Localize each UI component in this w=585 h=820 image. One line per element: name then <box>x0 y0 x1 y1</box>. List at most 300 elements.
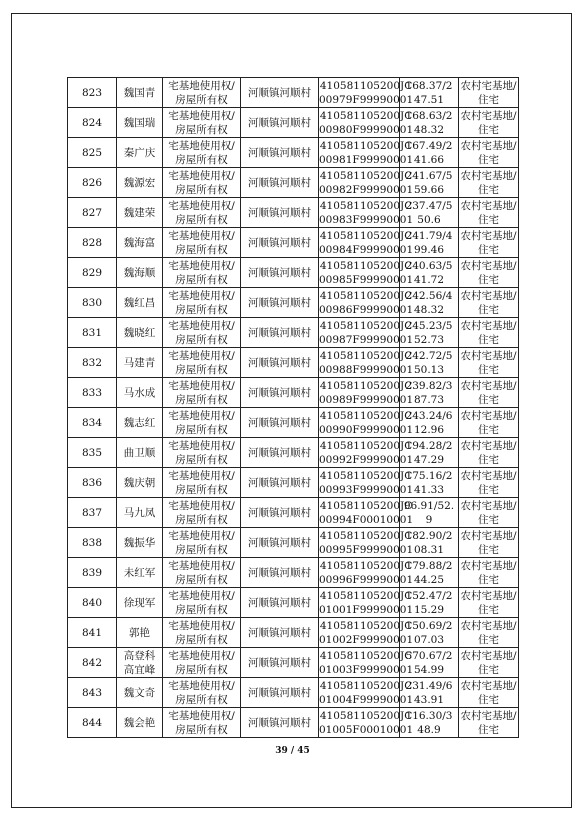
cell-owner-name <box>117 648 163 678</box>
cell-land-use <box>459 408 519 438</box>
cell-unit-code <box>319 348 414 378</box>
owner-name-text: 魏志红 <box>123 416 156 429</box>
cell-land-use <box>459 558 519 588</box>
cell-right-type <box>163 708 241 738</box>
right-type-text: 宅基地使用权/ 房屋所有权 <box>168 499 235 526</box>
owner-name-text: 魏庆朝 <box>123 476 156 489</box>
cell-unit-code <box>319 588 414 618</box>
owner-name-text: 魏源宏 <box>123 176 156 189</box>
owner-name-text: 马水成 <box>123 386 156 399</box>
cell-row-number <box>68 108 117 138</box>
cell-area <box>400 648 459 678</box>
unit-code-text: 410581105200JC 00993F99990001 <box>319 469 414 496</box>
cell-right-type <box>163 108 241 138</box>
location-text: 河顺镇河顺村 <box>248 626 311 639</box>
owner-name-text: 魏文奇 <box>123 686 156 699</box>
owner-name-text: 未红军 <box>123 566 156 579</box>
land-use-text: 农村宅基地/ 住宅 <box>460 139 517 166</box>
row-number-text: 825 <box>81 146 103 159</box>
cell-unit-code <box>319 318 414 348</box>
unit-code-text: 410581105200JC 00987F99990001 <box>319 319 414 346</box>
land-use-text: 农村宅基地/ 住宅 <box>460 349 517 376</box>
table-row <box>68 378 519 408</box>
row-number-text: 843 <box>81 686 103 699</box>
area-text: 96.91/52. 9 <box>403 499 455 526</box>
cell-right-type <box>163 468 241 498</box>
cell-location <box>241 498 319 528</box>
cell-owner-name <box>117 588 163 618</box>
right-type-text: 宅基地使用权/ 房屋所有权 <box>168 709 235 736</box>
area-text: 241.67/5 59.66 <box>405 169 453 196</box>
right-type-text: 宅基地使用权/ 房屋所有权 <box>168 169 235 196</box>
cell-land-use <box>459 678 519 708</box>
cell-land-use <box>459 108 519 138</box>
cell-area <box>400 528 459 558</box>
location-text: 河顺镇河顺村 <box>248 716 311 729</box>
area-text: 242.56/4 48.32 <box>405 289 453 316</box>
cell-right-type <box>163 318 241 348</box>
cell-row-number <box>68 648 117 678</box>
area-text: 150.69/2 07.03 <box>405 619 453 646</box>
cell-right-type <box>163 588 241 618</box>
owner-name-text: 魏海富 <box>123 236 156 249</box>
table-row <box>68 108 519 138</box>
cell-location <box>241 408 319 438</box>
location-text: 河顺镇河顺村 <box>248 296 311 309</box>
row-number-text: 837 <box>81 506 103 519</box>
cell-owner-name <box>117 288 163 318</box>
right-type-text: 宅基地使用权/ 房屋所有权 <box>168 439 235 466</box>
land-use-text: 农村宅基地/ 住宅 <box>460 529 517 556</box>
land-use-text: 农村宅基地/ 住宅 <box>460 679 517 706</box>
area-text: 179.88/2 44.25 <box>405 559 453 586</box>
cell-location <box>241 618 319 648</box>
cell-right-type <box>163 138 241 168</box>
unit-code-text: 410581105200JC 01003F99990001 <box>319 649 414 676</box>
table-row <box>68 468 519 498</box>
unit-code-text: 410581105200JC 00984F99990001 <box>319 229 414 256</box>
cell-row-number <box>68 708 117 738</box>
cell-location <box>241 318 319 348</box>
row-number-text: 828 <box>81 236 103 249</box>
location-text: 河顺镇河顺村 <box>248 206 311 219</box>
unit-code-text: 410581105200JC 00980F99990001 <box>319 109 414 136</box>
land-use-text: 农村宅基地/ 住宅 <box>460 409 517 436</box>
row-number-text: 834 <box>81 416 103 429</box>
row-number-text: 840 <box>81 596 103 609</box>
right-type-text: 宅基地使用权/ 房屋所有权 <box>168 139 235 166</box>
table-row <box>68 528 519 558</box>
cell-location <box>241 438 319 468</box>
location-text: 河顺镇河顺村 <box>248 116 311 129</box>
owner-name-text: 魏国瑞 <box>123 116 156 129</box>
cell-row-number <box>68 258 117 288</box>
cell-row-number <box>68 318 117 348</box>
cell-row-number <box>68 588 117 618</box>
cell-location <box>241 708 319 738</box>
land-registry-table <box>67 77 519 738</box>
cell-location <box>241 288 319 318</box>
area-text: 240.63/5 41.72 <box>405 259 453 286</box>
table-row <box>68 408 519 438</box>
row-number-text: 823 <box>81 86 103 99</box>
cell-land-use <box>459 348 519 378</box>
cell-location <box>241 108 319 138</box>
area-text: 182.90/2 08.31 <box>405 529 453 556</box>
cell-unit-code <box>319 618 414 648</box>
cell-land-use <box>459 588 519 618</box>
cell-owner-name <box>117 228 163 258</box>
table-body <box>68 78 519 738</box>
table-row <box>68 318 519 348</box>
cell-area <box>400 708 459 738</box>
cell-owner-name <box>117 168 163 198</box>
cell-owner-name <box>117 468 163 498</box>
table-row <box>68 348 519 378</box>
owner-name-text: 曲卫顺 <box>123 446 156 459</box>
cell-row-number <box>68 378 117 408</box>
cell-area <box>400 678 459 708</box>
cell-area <box>400 588 459 618</box>
row-number-text: 830 <box>81 296 103 309</box>
row-number-text: 839 <box>81 566 103 579</box>
cell-row-number <box>68 618 117 648</box>
cell-right-type <box>163 288 241 318</box>
table-row <box>68 498 519 528</box>
cell-unit-code <box>319 648 414 678</box>
right-type-text: 宅基地使用权/ 房屋所有权 <box>168 409 235 436</box>
unit-code-text: 410581105200JC 00985F99990001 <box>319 259 414 286</box>
area-text: 237.47/5 50.6 <box>405 199 453 226</box>
row-number-text: 835 <box>81 446 103 459</box>
table-row <box>68 288 519 318</box>
cell-row-number <box>68 468 117 498</box>
location-text: 河顺镇河顺村 <box>248 446 311 459</box>
cell-land-use <box>459 618 519 648</box>
cell-right-type <box>163 228 241 258</box>
unit-code-text: 410581105200JC 01005F00010001 <box>319 709 414 736</box>
cell-owner-name <box>117 498 163 528</box>
table-row <box>68 258 519 288</box>
cell-row-number <box>68 348 117 378</box>
cell-land-use <box>459 228 519 258</box>
land-use-text: 农村宅基地/ 住宅 <box>460 499 517 526</box>
cell-location <box>241 228 319 258</box>
cell-right-type <box>163 618 241 648</box>
location-text: 河顺镇河顺村 <box>248 236 311 249</box>
row-number-text: 842 <box>81 656 103 669</box>
cell-owner-name <box>117 258 163 288</box>
land-use-text: 农村宅基地/ 住宅 <box>460 109 517 136</box>
location-text: 河顺镇河顺村 <box>248 566 311 579</box>
cell-unit-code <box>319 498 414 528</box>
cell-right-type <box>163 498 241 528</box>
row-number-text: 831 <box>81 326 103 339</box>
location-text: 河顺镇河顺村 <box>248 656 311 669</box>
cell-unit-code <box>319 708 414 738</box>
cell-unit-code <box>319 228 414 258</box>
right-type-text: 宅基地使用权/ 房屋所有权 <box>168 379 235 406</box>
unit-code-text: 410581105200JC 00994F00010001 <box>319 499 414 526</box>
right-type-text: 宅基地使用权/ 房屋所有权 <box>168 589 235 616</box>
right-type-text: 宅基地使用权/ 房屋所有权 <box>168 679 235 706</box>
row-number-text: 833 <box>81 386 103 399</box>
cell-row-number <box>68 168 117 198</box>
cell-owner-name <box>117 348 163 378</box>
cell-area <box>400 378 459 408</box>
owner-name-text: 魏建荣 <box>123 206 156 219</box>
table-row <box>68 168 519 198</box>
cell-location <box>241 258 319 288</box>
right-type-text: 宅基地使用权/ 房屋所有权 <box>168 259 235 286</box>
cell-owner-name <box>117 558 163 588</box>
table-row <box>68 198 519 228</box>
cell-land-use <box>459 258 519 288</box>
cell-row-number <box>68 228 117 258</box>
row-number-text: 832 <box>81 356 103 369</box>
cell-land-use <box>459 78 519 108</box>
area-text: 168.37/2 47.51 <box>405 79 453 106</box>
land-use-text: 农村宅基地/ 住宅 <box>460 169 517 196</box>
cell-owner-name <box>117 318 163 348</box>
cell-row-number <box>68 498 117 528</box>
location-text: 河顺镇河顺村 <box>248 266 311 279</box>
table-row <box>68 558 519 588</box>
owner-name-text: 魏国青 <box>123 86 156 99</box>
cell-unit-code <box>319 528 414 558</box>
cell-right-type <box>163 678 241 708</box>
cell-area <box>400 198 459 228</box>
land-use-text: 农村宅基地/ 住宅 <box>460 319 517 346</box>
unit-code-text: 410581105200JC 00979F99990001 <box>319 79 414 106</box>
cell-unit-code <box>319 408 414 438</box>
location-text: 河顺镇河顺村 <box>248 596 311 609</box>
cell-unit-code <box>319 288 414 318</box>
cell-right-type <box>163 528 241 558</box>
table-row <box>68 678 519 708</box>
location-text: 河顺镇河顺村 <box>248 146 311 159</box>
location-text: 河顺镇河顺村 <box>248 326 311 339</box>
area-text: 570.67/2 54.99 <box>405 649 453 676</box>
location-text: 河顺镇河顺村 <box>248 356 311 369</box>
cell-land-use <box>459 498 519 528</box>
cell-right-type <box>163 378 241 408</box>
cell-location <box>241 198 319 228</box>
cell-unit-code <box>319 678 414 708</box>
cell-land-use <box>459 198 519 228</box>
cell-right-type <box>163 168 241 198</box>
table-row <box>68 228 519 258</box>
cell-area <box>400 348 459 378</box>
land-use-text: 农村宅基地/ 住宅 <box>460 589 517 616</box>
cell-location <box>241 168 319 198</box>
table-row <box>68 648 519 678</box>
cell-row-number <box>68 558 117 588</box>
cell-location <box>241 588 319 618</box>
location-text: 河顺镇河顺村 <box>248 176 311 189</box>
unit-code-text: 410581105200JC 00995F99990001 <box>319 529 414 556</box>
location-text: 河顺镇河顺村 <box>248 476 311 489</box>
cell-row-number <box>68 198 117 228</box>
unit-code-text: 410581105200JC 00990F99990001 <box>319 409 414 436</box>
right-type-text: 宅基地使用权/ 房屋所有权 <box>168 319 235 346</box>
cell-location <box>241 648 319 678</box>
land-use-text: 农村宅基地/ 住宅 <box>460 559 517 586</box>
cell-unit-code <box>319 168 414 198</box>
cell-unit-code <box>319 468 414 498</box>
cell-area <box>400 498 459 528</box>
cell-location <box>241 528 319 558</box>
right-type-text: 宅基地使用权/ 房屋所有权 <box>168 619 235 646</box>
cell-land-use <box>459 648 519 678</box>
unit-code-text: 410581105200JC 00988F99990001 <box>319 349 414 376</box>
cell-owner-name <box>117 78 163 108</box>
table-row <box>68 588 519 618</box>
row-number-text: 824 <box>81 116 103 129</box>
cell-land-use <box>459 168 519 198</box>
cell-right-type <box>163 648 241 678</box>
land-use-text: 农村宅基地/ 住宅 <box>460 469 517 496</box>
area-text: 245.23/5 52.73 <box>405 319 453 346</box>
cell-location <box>241 138 319 168</box>
row-number-text: 838 <box>81 536 103 549</box>
area-text: 242.72/5 50.13 <box>405 349 453 376</box>
land-use-text: 农村宅基地/ 住宅 <box>460 229 517 256</box>
location-text: 河顺镇河顺村 <box>248 86 311 99</box>
row-number-text: 841 <box>81 626 103 639</box>
table-row <box>68 618 519 648</box>
owner-name-text: 魏海顺 <box>123 266 156 279</box>
unit-code-text: 410581105200JC 01001F99990001 <box>319 589 414 616</box>
unit-code-text: 410581105200JC 01004F99990001 <box>319 679 414 706</box>
cell-area <box>400 558 459 588</box>
table-row <box>68 708 519 738</box>
cell-row-number <box>68 288 117 318</box>
right-type-text: 宅基地使用权/ 房屋所有权 <box>168 559 235 586</box>
cell-owner-name <box>117 378 163 408</box>
cell-area <box>400 78 459 108</box>
cell-area <box>400 618 459 648</box>
owner-name-text: 马九凤 <box>123 506 156 519</box>
owner-name-text: 魏振华 <box>123 536 156 549</box>
cell-area <box>400 438 459 468</box>
right-type-text: 宅基地使用权/ 房屋所有权 <box>168 229 235 256</box>
unit-code-text: 410581105200JC 00989F99990001 <box>319 379 414 406</box>
cell-owner-name <box>117 408 163 438</box>
unit-code-text: 410581105200JC 00986F99990001 <box>319 289 414 316</box>
row-number-text: 836 <box>81 476 103 489</box>
unit-code-text: 410581105200JC 00981F99990001 <box>319 139 414 166</box>
row-number-text: 844 <box>81 716 103 729</box>
cell-area <box>400 408 459 438</box>
row-number-text: 826 <box>81 176 103 189</box>
cell-area <box>400 258 459 288</box>
table-row <box>68 138 519 168</box>
cell-unit-code <box>319 378 414 408</box>
cell-unit-code <box>319 108 414 138</box>
cell-right-type <box>163 558 241 588</box>
right-type-text: 宅基地使用权/ 房屋所有权 <box>168 469 235 496</box>
cell-location <box>241 348 319 378</box>
cell-owner-name <box>117 198 163 228</box>
right-type-text: 宅基地使用权/ 房屋所有权 <box>168 649 235 676</box>
cell-land-use <box>459 438 519 468</box>
cell-owner-name <box>117 438 163 468</box>
land-use-text: 农村宅基地/ 住宅 <box>460 289 517 316</box>
area-text: 167.49/2 41.66 <box>405 139 453 166</box>
land-use-text: 农村宅基地/ 住宅 <box>460 649 517 676</box>
land-use-text: 农村宅基地/ 住宅 <box>460 259 517 286</box>
cell-right-type <box>163 408 241 438</box>
page-number: 39 / 45 <box>275 746 310 756</box>
cell-location <box>241 468 319 498</box>
cell-land-use <box>459 288 519 318</box>
cell-area <box>400 468 459 498</box>
row-number-text: 829 <box>81 266 103 279</box>
owner-name-text: 高登科 高宜峰 <box>123 649 156 676</box>
unit-code-text: 410581105200JC 00992F99990001 <box>319 439 414 466</box>
owner-name-text: 魏红昌 <box>123 296 156 309</box>
location-text: 河顺镇河顺村 <box>248 536 311 549</box>
cell-right-type <box>163 198 241 228</box>
cell-land-use <box>459 528 519 558</box>
land-use-text: 农村宅基地/ 住宅 <box>460 79 517 106</box>
cell-unit-code <box>319 258 414 288</box>
area-text: 243.24/6 12.96 <box>405 409 453 436</box>
cell-right-type <box>163 438 241 468</box>
cell-land-use <box>459 138 519 168</box>
cell-owner-name <box>117 138 163 168</box>
cell-owner-name <box>117 618 163 648</box>
area-text: 116.30/3 48.9 <box>405 709 453 736</box>
cell-right-type <box>163 258 241 288</box>
owner-name-text: 秦广庆 <box>123 146 156 159</box>
cell-area <box>400 318 459 348</box>
row-number-text: 827 <box>81 206 103 219</box>
cell-unit-code <box>319 78 414 108</box>
area-text: 241.79/4 99.46 <box>405 229 453 256</box>
right-type-text: 宅基地使用权/ 房屋所有权 <box>168 199 235 226</box>
cell-row-number <box>68 78 117 108</box>
cell-area <box>400 228 459 258</box>
area-text: 168.63/2 48.32 <box>405 109 453 136</box>
cell-land-use <box>459 378 519 408</box>
unit-code-text: 410581105200JC 01002F99990001 <box>319 619 414 646</box>
land-use-text: 农村宅基地/ 住宅 <box>460 709 517 736</box>
location-text: 河顺镇河顺村 <box>248 386 311 399</box>
cell-land-use <box>459 318 519 348</box>
location-text: 河顺镇河顺村 <box>248 506 311 519</box>
unit-code-text: 410581105200JC 00996F99990001 <box>319 559 414 586</box>
cell-area <box>400 288 459 318</box>
cell-unit-code <box>319 438 414 468</box>
cell-land-use <box>459 708 519 738</box>
cell-owner-name <box>117 108 163 138</box>
cell-owner-name <box>117 528 163 558</box>
owner-name-text: 魏晓红 <box>123 326 156 339</box>
cell-unit-code <box>319 558 414 588</box>
cell-row-number <box>68 678 117 708</box>
land-use-text: 农村宅基地/ 住宅 <box>460 199 517 226</box>
area-text: 175.16/2 41.33 <box>405 469 453 496</box>
table-row <box>68 78 519 108</box>
unit-code-text: 410581105200JC 00982F99990001 <box>319 169 414 196</box>
cell-area <box>400 168 459 198</box>
cell-owner-name <box>117 678 163 708</box>
right-type-text: 宅基地使用权/ 房屋所有权 <box>168 79 235 106</box>
location-text: 河顺镇河顺村 <box>248 686 311 699</box>
cell-row-number <box>68 138 117 168</box>
